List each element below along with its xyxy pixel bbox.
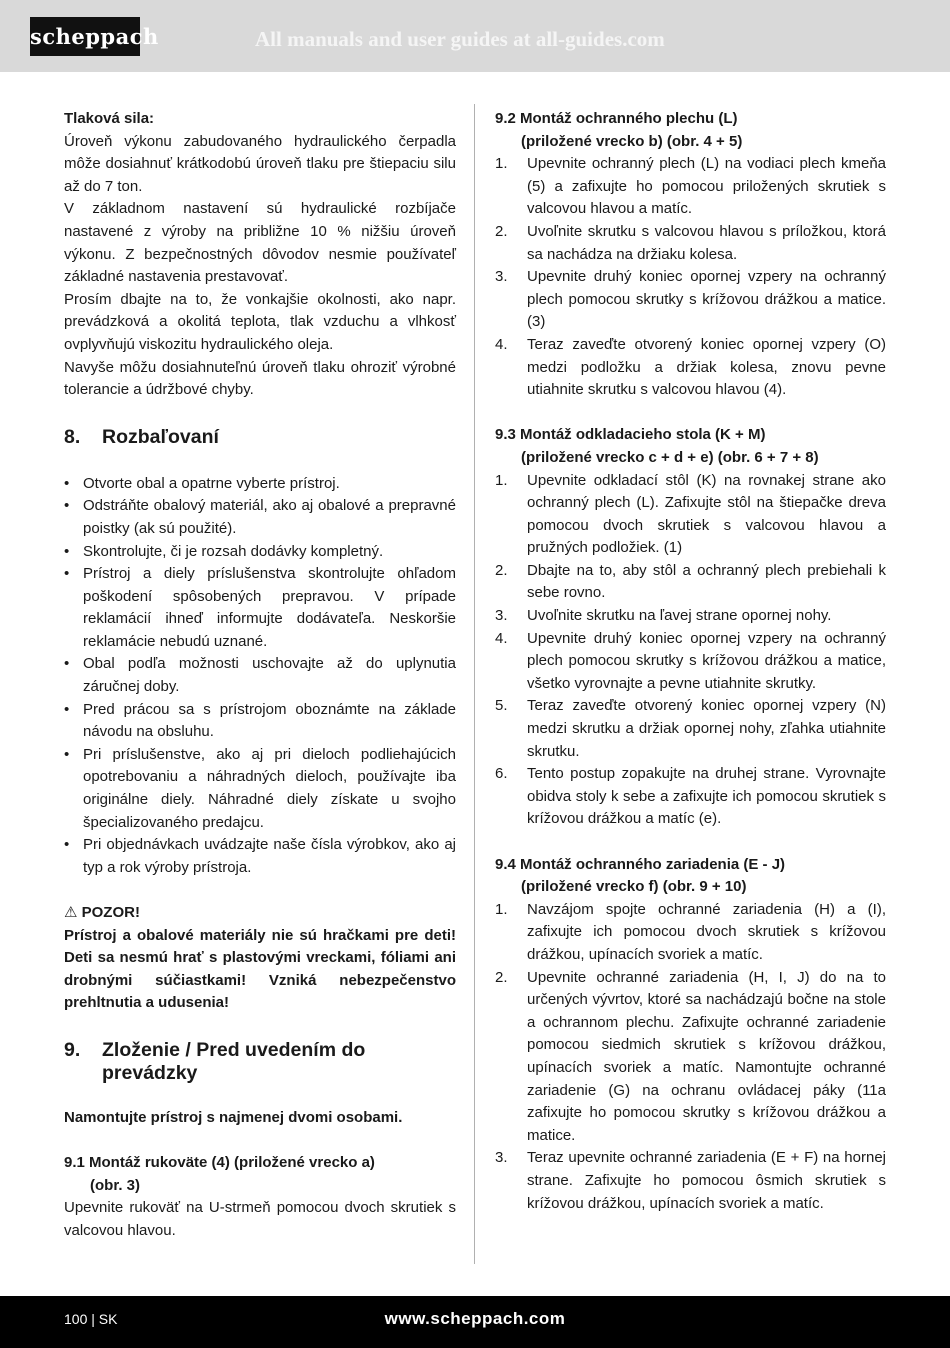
list-item: 1. Navzájom spojte ochranné zariadenia (H) a (I), zafixujte ich pomocou dvoch skrutiek s krížovou drážkou, upínacích svoriek a matíc. <box>495 900 886 963</box>
pressure-title: Tlaková sila: <box>64 110 155 127</box>
subsection-9-2-title: 9.2 Montáž ochranného plechu (L) <box>495 110 738 127</box>
bullet-marker: • <box>64 497 70 515</box>
list-item: 3. Upevnite druhý koniec opornej vzpery na ochranný plech pomocou skrutky s krížovou drážkou a matice. (3) <box>495 268 886 331</box>
list-item: 3. Teraz upevnite ochranné zariadenia (E + F) na hornej strane. Zafixujte ho pomocou ôsmich skrutiek s krížovou drážkou, upínacích svoriek a matíc. <box>495 1149 886 1212</box>
subsection-9-2-figure: (priložené vrecko b) (obr. 4 + 5) <box>521 132 743 150</box>
subsection-9-4-figure: (priložené vrecko f) (obr. 9 + 10) <box>521 878 747 896</box>
warning-title: ⚠ POZOR! <box>64 904 140 921</box>
section-8-heading <box>64 426 456 449</box>
banner-text: All manuals and user guides at all-guides.com <box>255 27 665 51</box>
steps-9-4 <box>495 899 886 1215</box>
list-item: 4. Teraz zaveďte otvorený koniec opornej vzpery (O) medzi podložku a držiak kolesa, znovu pevne utiahnite skrutku s valcovou hlavou (4). <box>495 335 886 399</box>
section-title: Rozbaľovaní <box>102 425 219 448</box>
bullet-marker: • <box>64 655 70 673</box>
list-item: 1. Upevnite odkladací stôl (K) na rovnakej strane ako ochranný plech (L). Zafixujte stôl na štiepačke dreva pomocou dvoch skrutiek s valcovou hlavou a pružných podložiek. (1) <box>495 471 886 557</box>
pressure-paragraph: Prosím dbajte na to, že vonkajšie okolnosti, ako napr. prevádzková a okolitá teplota, tlak vzduchu a vlhkosť ovplyvňujú viskozitu hydraulického oleja. <box>64 290 456 353</box>
left-column <box>64 108 456 1243</box>
warning-text: Prístroj a obalové materiály nie sú hračkami pre deti! Deti sa nesmú hrať s plastovými vreckami, fóliami ani drobnými súčiastkami! Vzniká nebezpečenstvo prehltnutia a udusenia! <box>64 926 456 1012</box>
bullet-marker: • <box>64 474 70 492</box>
bullet-marker: • <box>64 542 70 560</box>
website-link[interactable]: www.scheppach.com <box>384 1309 566 1328</box>
list-item: 2. Dbajte na to, aby stôl a ochranný plech prebiehali k sebe rovno. <box>495 561 886 602</box>
list-item: 6. Tento postup zopakujte na druhej strane. Vyrovnajte obidva stoly k sebe a zafixujte ich pomocou skrutiek s krížovou drážkou a matíc (e). <box>495 765 886 828</box>
section-number: 9. <box>64 1038 81 1061</box>
subsection-9-1-text: Upevnite rukoväť na U-strmeň pomocou dvoch skrutiek s valcovou hlavou. <box>64 1199 456 1239</box>
column-divider <box>474 104 475 1264</box>
list-item: 1. Upevnite ochranný plech (L) na vodiaci plech kmeňa (5) a zafixujte ho pomocou priložených skrutiek s valcovou hlavou a matíc. <box>495 155 886 218</box>
section-number: 8. <box>64 425 81 448</box>
list-item: 3. Uvoľnite skrutku na ľavej strane opornej nohy. <box>495 607 832 625</box>
subsection-9-3-figure: (priložené vrecko c + d + e) (obr. 6 + 7 + 8) <box>521 448 819 466</box>
list-item: 4. Upevnite druhý koniec opornej vzpery na ochranný plech pomocou skrutky s krížovou drážkou a matice, všetko vyrovnajte a pevne utiahnite skrutky. <box>495 629 886 692</box>
list-item: 2. Upevnite ochranné zariadenia (H, I, J) do na to určených vývrtov, ktoré sa nachádzajú bočne na stole a ochrannom plechu. Zafixujte ochranné zariadenie pomocou siedmich skrutiek s krížovou drážkou, upínacích svoriek a matíc. Namontujte ochranné zariadenie (G) na ochranu ovládacej páky (11a zafixujte ho pomocou skrutky s krížovou drážkou a matice. <box>495 968 886 1144</box>
footer-bar <box>0 1296 950 1348</box>
section-title: Zloženie / Pred uvedením do prevádzky <box>102 1038 366 1084</box>
steps-9-2 <box>495 153 886 402</box>
bullet-marker: • <box>64 745 70 763</box>
bullet-marker: • <box>64 565 70 583</box>
page-number: 100 | SK <box>64 1311 118 1327</box>
subsection-9-1-figure: (obr. 3) <box>90 1176 141 1194</box>
subsection-9-4-title: 9.4 Montáž ochranného zariadenia (E - J) <box>495 855 786 873</box>
list-item: • Pri príslušenstve, ako aj pri dieloch podliehajúcich opotrebovaniu a náhradných dieloch, používajte iba originálne diely. Náhradné diely získate u svojho špecializovaného predajcu. <box>64 744 456 834</box>
scheppach-logo: scheppach <box>30 17 140 56</box>
list-item: • Otvorte obal a opatrne vyberte prístroj. <box>64 473 456 496</box>
pressure-paragraph: V základnom nastavení sú hydraulické rozbíjače nastavené z výroby na približne 10 % nižšiu úroveň výkonu. Z bezpečnostných dôvodov nesmie používateľ základné nastavenia prestavovať. <box>64 200 456 286</box>
list-item: • Pri objednávkach uvádzajte naše čísla výrobkov, ako aj typ a rok výroby prístroja. <box>64 834 456 879</box>
list-item: • Pred prácou sa s prístrojom oboznámte na základe návodu na obsluhu. <box>64 699 456 744</box>
section-9-heading <box>64 1039 456 1085</box>
list-item: 2. Uvoľnite skrutku s valcovou hlavou s príložkou, ktorá sa nachádza na držiaku kolesa. <box>495 222 886 263</box>
unpacking-list <box>64 473 456 880</box>
list-item: • Odstráňte obalový materiál, ako aj obalové a prepravné poistky (ak sú použité). <box>64 495 456 540</box>
subsection-9-3-title: 9.3 Montáž odkladacieho stola (K + M) <box>495 426 766 444</box>
pressure-paragraph: Úroveň výkonu zabudovaného hydraulického čerpadla môže dosiahnuť krátkodobú úroveň tlaku pre štiepaciu silu až do 7 ton. <box>64 132 456 195</box>
bullet-marker: • <box>64 700 70 718</box>
right-column <box>495 108 886 1215</box>
list-item: 5. Teraz zaveďte otvorený koniec opornej vzpery (N) medzi skrutku a držiak opornej nohy, zľahka utiahnite skrutku. <box>495 697 886 760</box>
list-item: • Prístroj a diely príslušenstva skontrolujte ohľadom poškodení spôsobených prepravou. V prípade reklamácií ihneď informujte dodávateľa. Neskoršie reklamácie nebudú uznané. <box>64 563 456 653</box>
top-banner <box>0 0 950 72</box>
list-item: • Skontrolujte, či je rozsah dodávky kompletný. <box>64 541 456 564</box>
pressure-paragraph: Navyše môžu dosiahnuteľnú úroveň tlaku ohroziť výrobné tolerancie a údržbové chyby. <box>64 358 456 399</box>
steps-9-3 <box>495 470 886 832</box>
subsection-9-1-title: 9.1 Montáž rukoväte (4) (priložené vrecko a) <box>64 1154 375 1172</box>
list-item: • Obal podľa možnosti uschovajte až do uplynutia záručnej doby. <box>64 653 456 698</box>
bullet-marker: • <box>64 836 70 854</box>
assembly-note: Namontujte prístroj s najmenej dvomi osobami. <box>64 1108 403 1126</box>
